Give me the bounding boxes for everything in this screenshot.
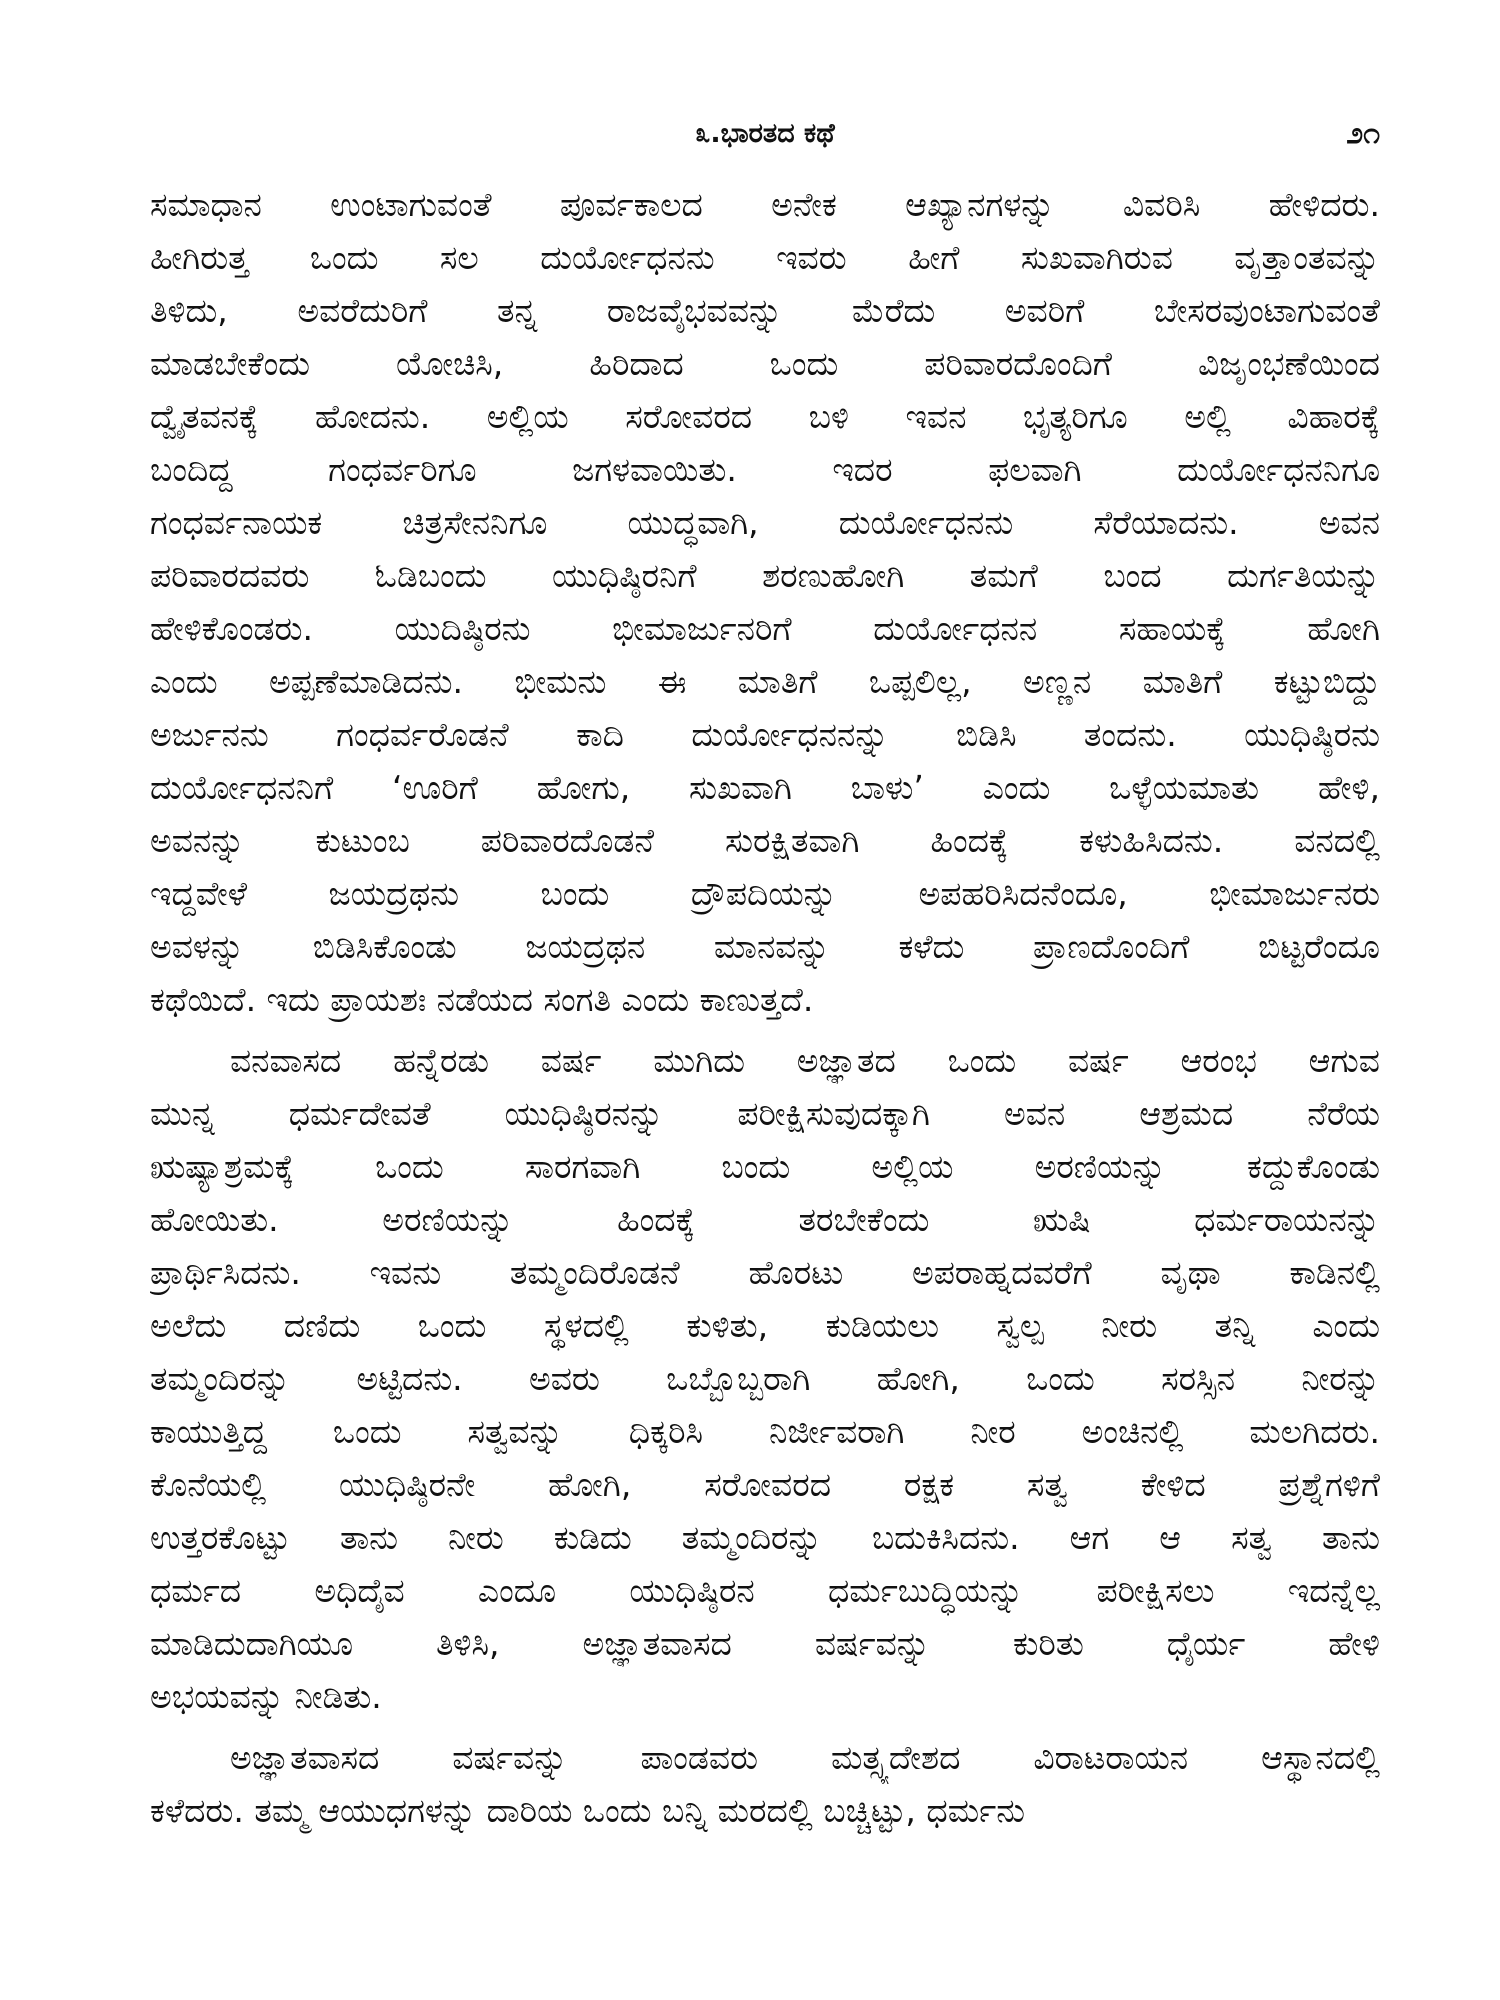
text-line: ದುರ್ಯೋಧನನಿಗೆ ‘ಊರಿಗೆ ಹೋಗು, ಸುಖವಾಗಿ ಬಾಳು’ ಎಂದು ಒಳ್ಳೆಯಮಾತು ಹೇಳಿ,: [150, 768, 1380, 807]
text-line: ಅಭಯವನ್ನು ನೀಡಿತು.: [150, 1677, 382, 1716]
page-number: ೨೧: [1346, 116, 1380, 151]
text-line: ಕಾಯುತ್ತಿದ್ದ ಒಂದು ಸತ್ವವನ್ನು ಧಿಕ್ಕರಿಸಿ ನಿರ್ಜೀವರಾಗಿ ನೀರ ಅಂಚಿನಲ್ಲಿ ಮಲಗಿದರು.: [150, 1412, 1380, 1451]
text-line: ಅವನನ್ನು ಕುಟುಂಬ ಪರಿವಾರದೊಡನೆ ಸುರಕ್ಷಿತವಾಗಿ ಹಿಂದಕ್ಕೆ ಕಳುಹಿಸಿದನು. ವನದಲ್ಲಿ: [150, 821, 1380, 860]
text-line: ಅಜ್ಞಾತವಾಸದ ವರ್ಷವನ್ನು ಪಾಂಡವರು ಮತ್ಸ್ಯದೇಶದ ವಿರಾಟರಾಯನ ಆಸ್ಥಾನದಲ್ಲಿ: [230, 1738, 1380, 1777]
text-line: ತಮ್ಮಂದಿರನ್ನು ಅಟ್ಟಿದನು. ಅವರು ಒಬ್ಬೊಬ್ಬರಾಗಿ ಹೋಗಿ, ಒಂದು ಸರಸ್ಸಿನ ನೀರನ್ನು: [150, 1359, 1380, 1398]
text-line: ಅರ್ಜುನನು ಗಂಧರ್ವರೊಡನೆ ಕಾದಿ ದುರ್ಯೋಧನನನ್ನು ಬಿಡಿಸಿ ತಂದನು. ಯುಧಿಷ್ಠಿರನು: [150, 715, 1380, 754]
text-line: ಕೊನೆಯಲ್ಲಿ ಯುಧಿಷ್ಠಿರನೇ ಹೋಗಿ, ಸರೋವರದ ರಕ್ಷಕ ಸತ್ವ ಕೇಳಿದ ಪ್ರಶ್ನೆಗಳಿಗೆ: [150, 1465, 1380, 1504]
text-line: ಋಷ್ಯಾಶ್ರಮಕ್ಕೆ ಒಂದು ಸಾರಗವಾಗಿ ಬಂದು ಅಲ್ಲಿಯ ಅರಣಿಯನ್ನು ಕದ್ದುಕೊಂಡು: [150, 1147, 1380, 1186]
text-line: ವನವಾಸದ ಹನ್ನೆರಡು ವರ್ಷ ಮುಗಿದು ಅಜ್ಞಾತದ ಒಂದು ವರ್ಷ ಆರಂಭ ಆಗುವ: [230, 1041, 1380, 1080]
text-line: ದ್ವೈತವನಕ್ಕೆ ಹೋದನು. ಅಲ್ಲಿಯ ಸರೋವರದ ಬಳಿ ಇವನ ಭೃತ್ಯರಿಗೂ ಅಲ್ಲಿ ವಿಹಾರಕ್ಕೆ: [150, 397, 1380, 436]
text-line: ಮುನ್ನ ಧರ್ಮದೇವತೆ ಯುಧಿಷ್ಠಿರನನ್ನು ಪರೀಕ್ಷಿಸುವುದಕ್ಕಾಗಿ ಅವನ ಆಶ್ರಮದ ನೆರೆಯ: [150, 1094, 1380, 1133]
text-line: ಹೀಗಿರುತ್ತ ಒಂದು ಸಲ ದುರ್ಯೋಧನನು ಇವರು ಹೀಗೆ ಸುಖವಾಗಿರುವ ವೃತ್ತಾಂತವನ್ನು: [150, 238, 1380, 277]
text-line: ಬಂದಿದ್ದ ಗಂಧರ್ವರಿಗೂ ಜಗಳವಾಯಿತು. ಇದರ ಫಲವಾಗಿ ದುರ್ಯೋಧನನಿಗೂ: [150, 450, 1380, 489]
paragraph-gap: [150, 1026, 1380, 1034]
text-line: ಪರಿವಾರದವರು ಓಡಿಬಂದು ಯುಧಿಷ್ಠಿರನಿಗೆ ಶರಣುಹೋಗಿ ತಮಗೆ ಬಂದ ದುರ್ಗತಿಯನ್ನು: [150, 556, 1380, 595]
chapter-title: ೩.ಭಾರತದ ಕಥೆ: [695, 118, 835, 149]
text-line: ಧರ್ಮದ ಅಧಿದೈವ ಎಂದೂ ಯುಧಿಷ್ಠಿರನ ಧರ್ಮಬುದ್ಧಿಯನ್ನು ಪರೀಕ್ಷಿಸಲು ಇದನ್ನೆಲ್ಲ: [150, 1571, 1380, 1610]
text-line: ಕಳೆದರು. ತಮ್ಮ ಆಯುಧಗಳನ್ನು ದಾರಿಯ ಒಂದು ಬನ್ನಿ ಮರದಲ್ಲಿ ಬಚ್ಚಿಟ್ಟು, ಧರ್ಮನು: [150, 1791, 1026, 1830]
text-line: ಗಂಧರ್ವನಾಯಕ ಚಿತ್ರಸೇನನಿಗೂ ಯುದ್ಧವಾಗಿ, ದುರ್ಯೋಧನನು ಸೆರೆಯಾದನು. ಅವನ: [150, 503, 1380, 542]
running-header: [150, 112, 1380, 156]
text-line: ಅಲೆದು ದಣಿದು ಒಂದು ಸ್ಥಳದಲ್ಲಿ ಕುಳಿತು, ಕುಡಿಯಲು ಸ್ವಲ್ಪ ನೀರು ತನ್ನಿ ಎಂದು: [150, 1306, 1380, 1345]
text-line: ಅವಳನ್ನು ಬಿಡಿಸಿಕೊಂಡು ಜಯದ್ರಥನ ಮಾನವನ್ನು ಕಳೆದು ಪ್ರಾಣದೊಂದಿಗೆ ಬಿಟ್ಟರೆಂದೂ: [150, 927, 1380, 966]
text-line: ಇದ್ದವೇಳೆ ಜಯದ್ರಥನು ಬಂದು ದ್ರೌಪದಿಯನ್ನು ಅಪಹರಿಸಿದನೆಂದೂ, ಭೀಮಾರ್ಜುನರು: [150, 874, 1380, 913]
paragraph: [150, 178, 1380, 1026]
text-line: ಸಮಾಧಾನ ಉಂಟಾಗುವಂತೆ ಪೂರ್ವಕಾಲದ ಅನೇಕ ಆಖ್ಯಾನಗಳನ್ನು ವಿವರಿಸಿ ಹೇಳಿದರು.: [150, 185, 1380, 224]
text-line: ಹೇಳಿಕೊಂಡರು. ಯುದಿಷ್ಠಿರನು ಭೀಮಾರ್ಜುನರಿಗೆ ದುರ್ಯೋಧನನ ಸಹಾಯಕ್ಕೆ ಹೋಗಿ: [150, 609, 1380, 648]
text-line: ಹೋಯಿತು. ಅರಣಿಯನ್ನು ಹಿಂದಕ್ಕೆ ತರಬೇಕೆಂದು ಋಷಿ ಧರ್ಮರಾಯನನ್ನು: [150, 1200, 1380, 1239]
text-line: ತಿಳಿದು, ಅವರೆದುರಿಗೆ ತನ್ನ ರಾಜವೈಭವವನ್ನು ಮೆರೆದು ಅವರಿಗೆ ಬೇಸರವುಂಟಾಗುವಂತೆ: [150, 291, 1380, 330]
paragraph-gap: [150, 1723, 1380, 1731]
text-line: ಎಂದು ಅಪ್ಪಣೆಮಾಡಿದನು. ಭೀಮನು ಈ ಮಾತಿಗೆ ಒಪ್ಪಲಿಲ್ಲ, ಅಣ್ಣನ ಮಾತಿಗೆ ಕಟ್ಟುಬಿದ್ದು: [150, 662, 1380, 701]
text-line: ಉತ್ತರಕೊಟ್ಟು ತಾನು ನೀರು ಕುಡಿದು ತಮ್ಮಂದಿರನ್ನು ಬದುಕಿಸಿದನು. ಆಗ ಆ ಸತ್ವ ತಾನು: [150, 1518, 1380, 1557]
text-line: ಪ್ರಾರ್ಥಿಸಿದನು. ಇವನು ತಮ್ಮಂದಿರೊಡನೆ ಹೊರಟು ಅಪರಾಹ್ನದವರೆಗೆ ವೃಥಾ ಕಾಡಿನಲ್ಲಿ: [150, 1253, 1380, 1292]
text-line: ಮಾಡಿದುದಾಗಿಯೂ ತಿಳಿಸಿ, ಅಜ್ಞಾತವಾಸದ ವರ್ಷವನ್ನು ಕುರಿತು ಧೈರ್ಯ ಹೇಳಿ: [150, 1624, 1380, 1663]
text-line: ಕಥೆಯಿದೆ. ಇದು ಪ್ರಾಯಶಃ ನಡೆಯದ ಸಂಗತಿ ಎಂದು ಕಾಣುತ್ತದೆ.: [150, 980, 814, 1019]
body-text: [150, 178, 1380, 1837]
text-line: ಮಾಡಬೇಕೆಂದು ಯೋಚಿಸಿ, ಹಿರಿದಾದ ಒಂದು ಪರಿವಾರದೊಂದಿಗೆ ವಿಜೃಂಭಣೆಯಿಂದ: [150, 344, 1380, 383]
paragraph: [150, 1731, 1380, 1837]
paragraph: [150, 1034, 1380, 1723]
